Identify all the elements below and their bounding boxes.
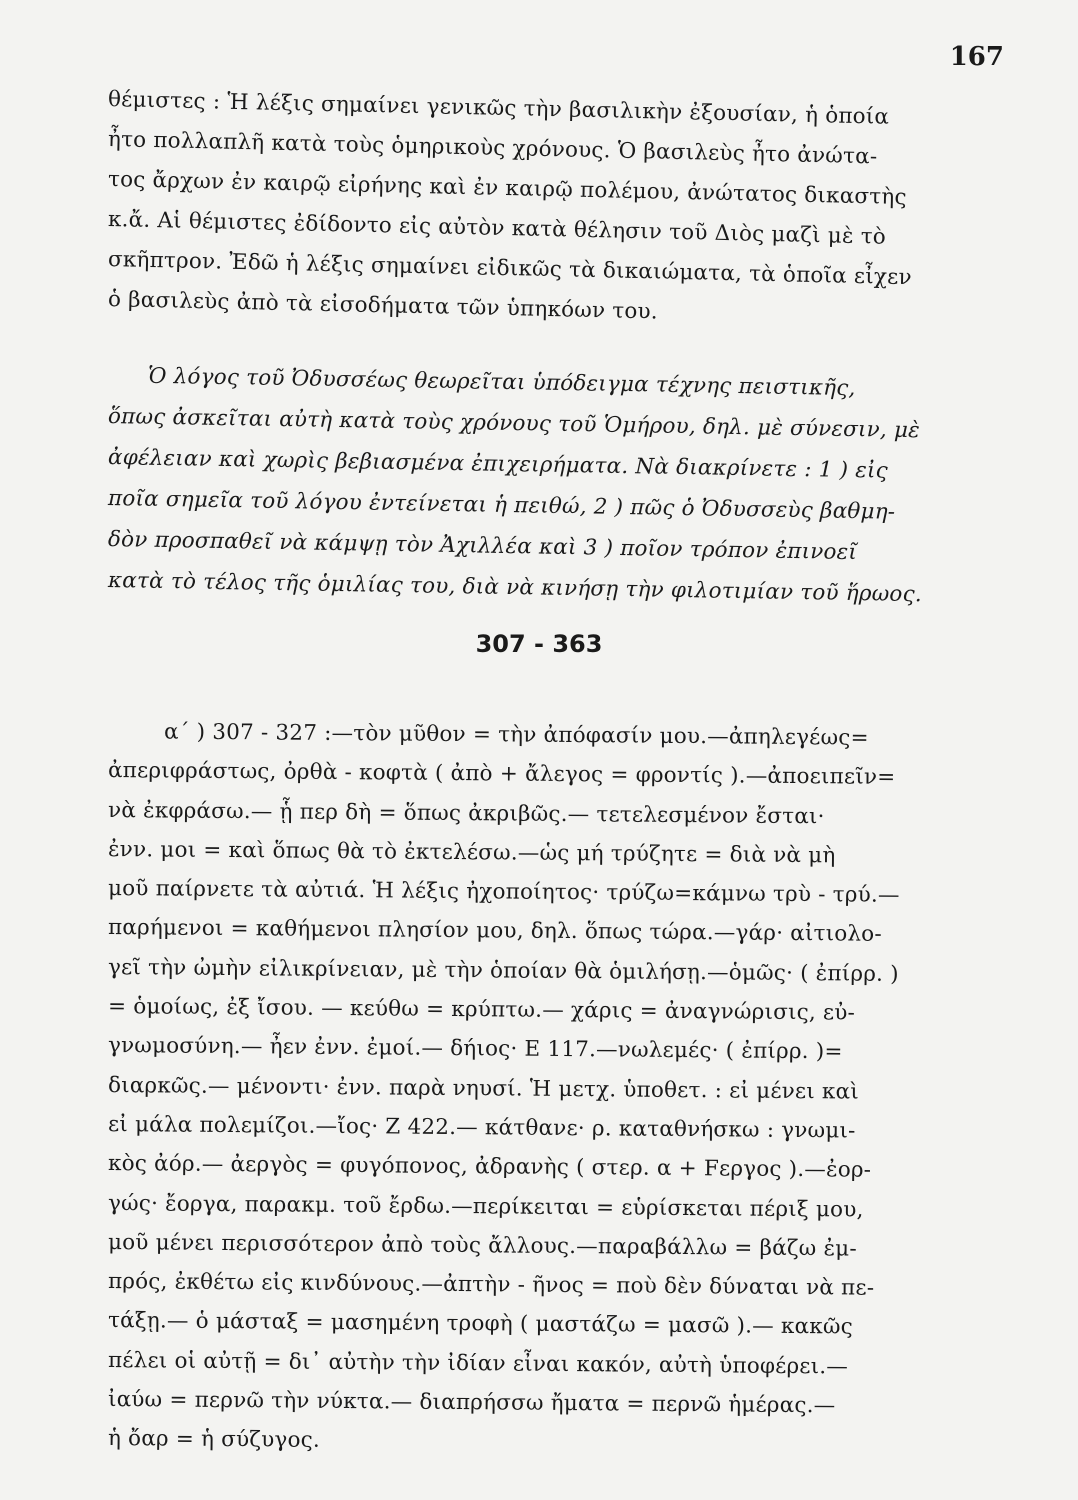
text-line: νὰ ἐκφράσω.— ᾗ περ δὴ = ὅπως ἀκριβῶς.— τετελεσμένον ἔσται· xyxy=(107,797,825,829)
text-line: ποῖα σημεῖα τοῦ λόγου ἐντείνεται ἡ πειθώ, 2 ) πῶς ὁ Ὀδυσσεὺς βαθμη- xyxy=(107,486,896,525)
text-line: μοῦ μένει περισσότερον ἀπὸ τοὺς ἄλλους.—παραβάλλω = βάζω ἐμ- xyxy=(107,1229,857,1262)
text-line: πέλει οἱ αὐτῇ = δι᾽ αὐτὴν τὴν ἰδίαν εἶναι κακόν, αὐτὴ ὑποφέρει.— xyxy=(107,1347,849,1380)
text-line: α΄ ) 307 - 327 :—τὸν μῦθον = τὴν ἀπόφασίν μου.—ἀπηλεγέως= xyxy=(163,719,869,751)
paragraph-odysseus-speech xyxy=(107,355,1000,608)
text-line: ἡ ὄαρ = ἡ σύζυγος. xyxy=(107,1426,321,1454)
paragraph-commentary xyxy=(108,712,1000,1459)
text-line: ἐνν. μοι = καὶ ὅπως θὰ τὸ ἐκτελέσω.—ὡς μή τρύζητε = διὰ νὰ μὴ xyxy=(107,836,836,869)
text-line: θέμιστες : Ἡ λέξις σημαίνει γενικῶς τὴν βασιλικὴν ἐξουσίαν, ἡ ὁποία xyxy=(107,87,890,130)
text-line: ἀφέλειαν καὶ χωρὶς βεβιασμένα ἐπιχειρήματα. Νὰ διακρίνετε : 1 ) εἰς xyxy=(107,445,889,484)
text-line: ἀπεριφράστως, ὀρθὰ - κοφτὰ ( ἀπὸ + ἄλεγος = φροντίς ).—ἀποειπεῖν= xyxy=(107,758,896,791)
text-line: ὁ βασιλεὺς ἀπὸ τὰ εἰσοδήματα τῶν ὑπηκόων του. xyxy=(107,287,659,325)
text-line: σκῆπτρον. Ἐδῶ ἡ λέξις σημαίνει εἰδικῶς τὰ δικαιώματα, τὰ ὁποῖα εἶχεν xyxy=(107,247,913,291)
text-line: παρήμενοι = καθήμενοι πλησίον μου, δηλ. ὅπως τώρα.—γάρ· αἰτιολο- xyxy=(107,915,882,948)
page-number: 167 xyxy=(949,42,1004,72)
text-line: διαρκῶς.— μένοντι· ἐνν. παρὰ νηυσί. Ἡ μετχ. ὑποθετ. : εἰ μένει καὶ xyxy=(107,1072,860,1105)
text-line: γνωμοσύνη.— ἦεν ἐνν. ἐμοί.— δήιος· Ε 117.—νωλεμές· ( ἐπίρρ. )= xyxy=(107,1033,843,1065)
text-line: πρός, ἐκθέτω εἰς κινδύνους.—ἀπτὴν - ῆνος = ποὺ δὲν δύναται νὰ πε- xyxy=(107,1269,875,1301)
text-line: ἦτο πολλαπλῆ κατὰ τοὺς ὁμηρικοὺς χρόνους. Ὁ βασιλεὺς ἦτο ἀνώτα- xyxy=(107,127,878,170)
text-line: τάξῃ.— ὁ μάσταξ = μασημένη τροφὴ ( μαστάζω = μασῶ ).— κακῶς xyxy=(107,1308,854,1340)
text-line: = ὁμοίως, ἐξ ἴσου. — κεύθω = κρύπτω.— χάρις = ἀναγνώρισις, εὐ- xyxy=(107,994,856,1026)
text-line: κ.ἄ. Αἱ θέμιστες ἐδίδοντο εἰς αὐτὸν κατὰ θέλησιν τοῦ Διὸς μαζὶ μὲ τὸ xyxy=(107,207,887,250)
text-line: εἰ μάλα πολεμίζοι.—ἴος· Ζ 422.— κάτθανε· ρ. καταθνήσκω : γνωμι- xyxy=(107,1111,856,1144)
text-line: μοῦ παίρνετε τὰ αὐτιά. Ἡ λέξις ἠχοποίητος· τρύζω=κάμνω τρὺ - τρύ.— xyxy=(107,876,900,909)
text-line: ὅπως ἀσκεῖται αὐτὴ κατὰ τοὺς χρόνους τοῦ Ὁμήρου, δηλ. μὲ σύνεσιν, μὲ xyxy=(107,404,921,444)
section-heading: 307 - 363 xyxy=(475,630,603,658)
text-line: κατὰ τὸ τέλος τῆς ὁμιλίας του, διὰ νὰ κινήσῃ τὴν φιλοτιμίαν τοῦ ἥρωος. xyxy=(107,568,923,608)
text-line: κὸς ἀόρ.— ἀεργὸς = φυγόπονος, ἀδρανὴς ( στερ. α + Fεργος ).—ἐορ- xyxy=(107,1151,872,1183)
text-line: Ὁ λόγος τοῦ Ὀδυσσέως θεωρεῖται ὑπόδειγμα τέχνης πειστικῆς, xyxy=(147,363,856,402)
text-line: γώς· ἔοργα, παρακμ. τοῦ ἔρδω.—περίκειται = εὑρίσκεται πέριξ μου, xyxy=(107,1190,864,1223)
text-line: γεῖ τὴν ὠμὴν εἰλικρίνειαν, μὲ τὴν ὁποίαν θὰ ὁμιλήσῃ.—ὁμῶς· ( ἐπίρρ. ) xyxy=(107,954,899,987)
text-line: ἰαύω = περνῶ τὴν νύκτα.— διαπρήσσω ἤματα = περνῶ ἡμέρας.— xyxy=(107,1387,836,1419)
text-line: δὸν προσπαθεῖ νὰ κάμψῃ τὸν Ἀχιλλέα καὶ 3 ) ποῖον τρόπον ἐπινοεῖ xyxy=(107,527,858,566)
paragraph-themistes xyxy=(107,80,1000,325)
text-line: τος ἄρχων ἐν καιρῷ εἰρήνης καὶ ἐν καιρῷ πολέμου, ἀνώτατος δικαστὴς xyxy=(107,167,907,211)
